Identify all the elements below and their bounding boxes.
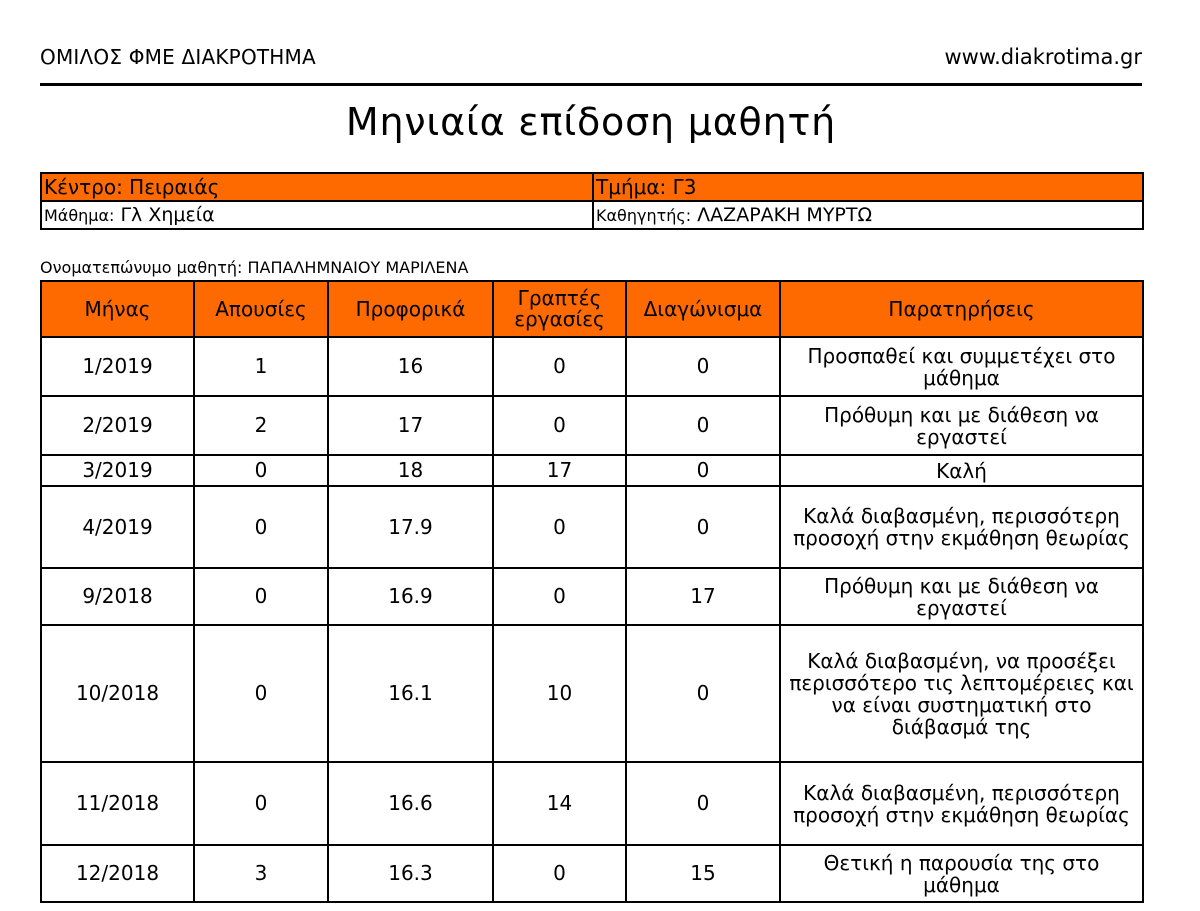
cell-month: 4/2019 (41, 486, 194, 568)
info-row-center (41, 173, 1143, 201)
teacher-label: Καθηγητής: (596, 205, 692, 225)
cell-remarks: Καλή (780, 455, 1143, 486)
cell-absences: 0 (194, 455, 328, 486)
cell-oral: 16.6 (328, 762, 493, 845)
cell-absences: 0 (194, 762, 328, 845)
table-row (41, 625, 1143, 762)
cell-month: 2/2019 (41, 396, 194, 455)
cell-oral: 16.1 (328, 625, 493, 762)
header-written (493, 281, 626, 337)
cell-remarks: Καλά διαβασμένη, περισσότερη προσοχή στην εκμάθηση θεωρίας (780, 486, 1143, 568)
teacher-value: ΛΑΖΑΡΑΚΗ ΜΥΡΤΩ (691, 203, 873, 226)
page-header (40, 0, 1142, 86)
cell-exam: 0 (626, 486, 780, 568)
cell-absences: 1 (194, 337, 328, 396)
cell-written: 0 (493, 486, 626, 568)
cell-remarks: Προσπαθεί και συμμετέχει στο μάθημα (780, 337, 1143, 396)
cell-oral: 17.9 (328, 486, 493, 568)
subject-label: Μάθημα: (44, 205, 115, 225)
header-absences: Απουσίες (194, 281, 328, 337)
cell-exam: 17 (626, 568, 780, 625)
cell-remarks: Πρόθυμη και με διάθεση να εργαστεί (780, 568, 1143, 625)
header-written-line2: εργασίες (514, 307, 605, 331)
subject-value: Γλ Χημεία (114, 203, 215, 226)
page-title: Μηνιαία επίδοση μαθητή (345, 100, 837, 144)
cell-absences: 2 (194, 396, 328, 455)
grades-table (40, 280, 1144, 903)
header-month: Μήνας (41, 281, 194, 337)
cell-written: 17 (493, 455, 626, 486)
cell-month: 11/2018 (41, 762, 194, 845)
cell-oral: 16.9 (328, 568, 493, 625)
report-page (40, 0, 1142, 897)
cell-written: 14 (493, 762, 626, 845)
header-oral: Προφορικά (328, 281, 493, 337)
class-cell: Τμήμα: Γ3 (593, 173, 1143, 201)
cell-month: 10/2018 (41, 625, 194, 762)
cell-exam: 0 (626, 337, 780, 396)
cell-absences: 0 (194, 625, 328, 762)
info-table (40, 172, 1144, 230)
cell-oral: 18 (328, 455, 493, 486)
cell-written: 0 (493, 337, 626, 396)
table-row (41, 845, 1143, 902)
cell-exam: 0 (626, 625, 780, 762)
cell-remarks: Καλά διαβασμένη, να προσέξει περισσότερο τις λεπτομέρειες και να είναι συστηματική στο διάβασμά της (780, 625, 1143, 762)
header-remarks: Παρατηρήσεις (780, 281, 1143, 337)
student-name: Ονοματεπώνυμο μαθητή: ΠΑΠΑΛΗΜΝΑΙΟΥ ΜΑΡΙΛΕΝΑ (40, 258, 469, 277)
cell-remarks: Καλά διαβασμένη, περισσότερη προσοχή στην εκμάθηση θεωρίας (780, 762, 1143, 845)
cell-month: 9/2018 (41, 568, 194, 625)
info-row-subject (41, 201, 1143, 229)
cell-written: 0 (493, 396, 626, 455)
cell-remarks: Πρόθυμη και με διάθεση να εργαστεί (780, 396, 1143, 455)
cell-exam: 15 (626, 845, 780, 902)
cell-remarks: Θετική η παρουσία της στο μάθημα (780, 845, 1143, 902)
cell-oral: 17 (328, 396, 493, 455)
table-row (41, 455, 1143, 486)
cell-exam: 0 (626, 396, 780, 455)
table-row (41, 486, 1143, 568)
table-row (41, 396, 1143, 455)
header-written-line1: Γραπτές (517, 286, 602, 310)
cell-absences: 0 (194, 486, 328, 568)
cell-absences: 0 (194, 568, 328, 625)
subject-cell (41, 201, 593, 229)
cell-written: 0 (493, 845, 626, 902)
organization-name: ΟΜΙΛΟΣ ΦΜΕ ΔΙΑΚΡΟΤΗΜΑ (40, 45, 316, 69)
cell-oral: 16.3 (328, 845, 493, 902)
table-row (41, 762, 1143, 845)
website-link[interactable]: www.diakrotima.gr (944, 45, 1142, 69)
cell-month: 3/2019 (41, 455, 194, 486)
table-row (41, 568, 1143, 625)
grades-header-row (41, 281, 1143, 337)
cell-exam: 0 (626, 455, 780, 486)
cell-month: 12/2018 (41, 845, 194, 902)
cell-written: 0 (493, 568, 626, 625)
table-row (41, 337, 1143, 396)
cell-absences: 3 (194, 845, 328, 902)
teacher-cell (593, 201, 1143, 229)
cell-exam: 0 (626, 762, 780, 845)
cell-written: 10 (493, 625, 626, 762)
header-exam: Διαγώνισμα (626, 281, 780, 337)
cell-month: 1/2019 (41, 337, 194, 396)
cell-oral: 16 (328, 337, 493, 396)
center-cell: Κέντρο: Πειραιάς (41, 173, 593, 201)
